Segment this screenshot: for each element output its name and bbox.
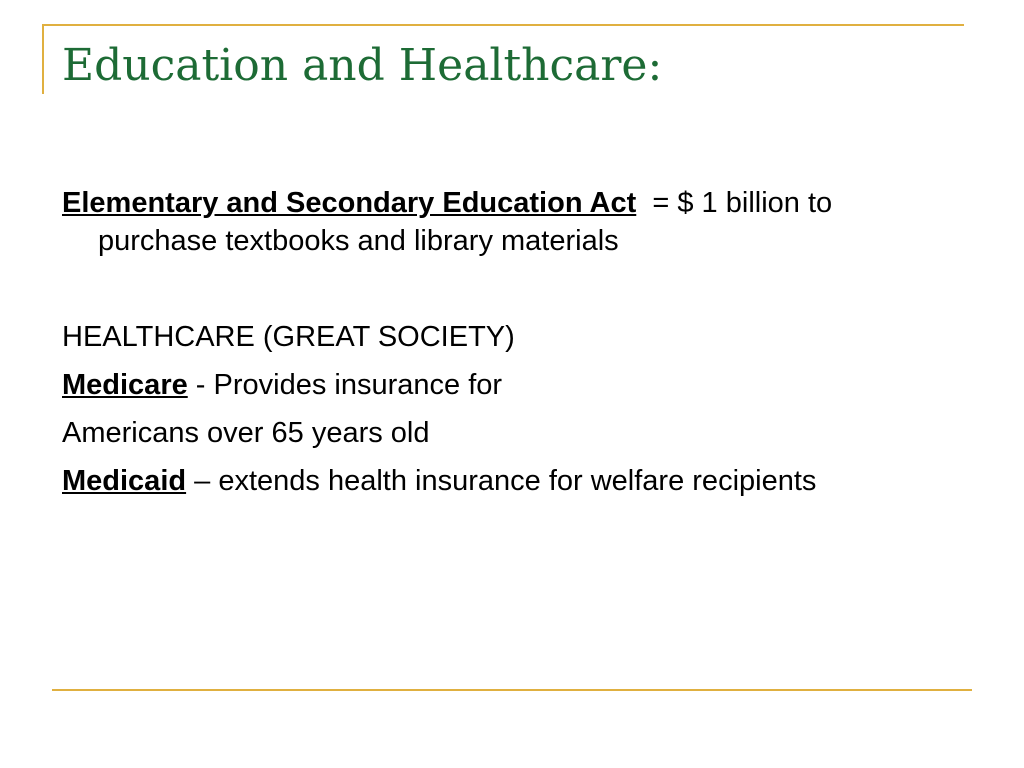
medicaid-paragraph [62, 462, 942, 500]
medicare-term: Medicare [62, 369, 188, 401]
slide-title: Education and Healthcare: [62, 40, 663, 91]
spacer [62, 356, 942, 366]
esea-term: Elementary and Secondary Education Act [62, 187, 637, 219]
frame-top-line [42, 24, 964, 26]
spacer [62, 404, 942, 414]
esea-text: = $ 1 billion to purchase textbooks and library materials [98, 187, 841, 257]
medicare-line-2: Americans over 65 years old [62, 417, 430, 449]
spacer [62, 260, 942, 318]
healthcare-heading: HEALTHCARE (GREAT SOCIETY) [62, 321, 515, 353]
esea-paragraph [62, 184, 942, 260]
medicare-paragraph [62, 366, 942, 404]
medicaid-text: – extends health insurance for welfare recipients [186, 465, 817, 497]
spacer [62, 452, 942, 462]
medicaid-term: Medicaid [62, 465, 187, 497]
frame-bottom-line [52, 689, 972, 691]
frame-left-line [42, 24, 44, 94]
slide-body [62, 184, 942, 500]
medicare-text: - Provides insurance for [187, 369, 503, 401]
